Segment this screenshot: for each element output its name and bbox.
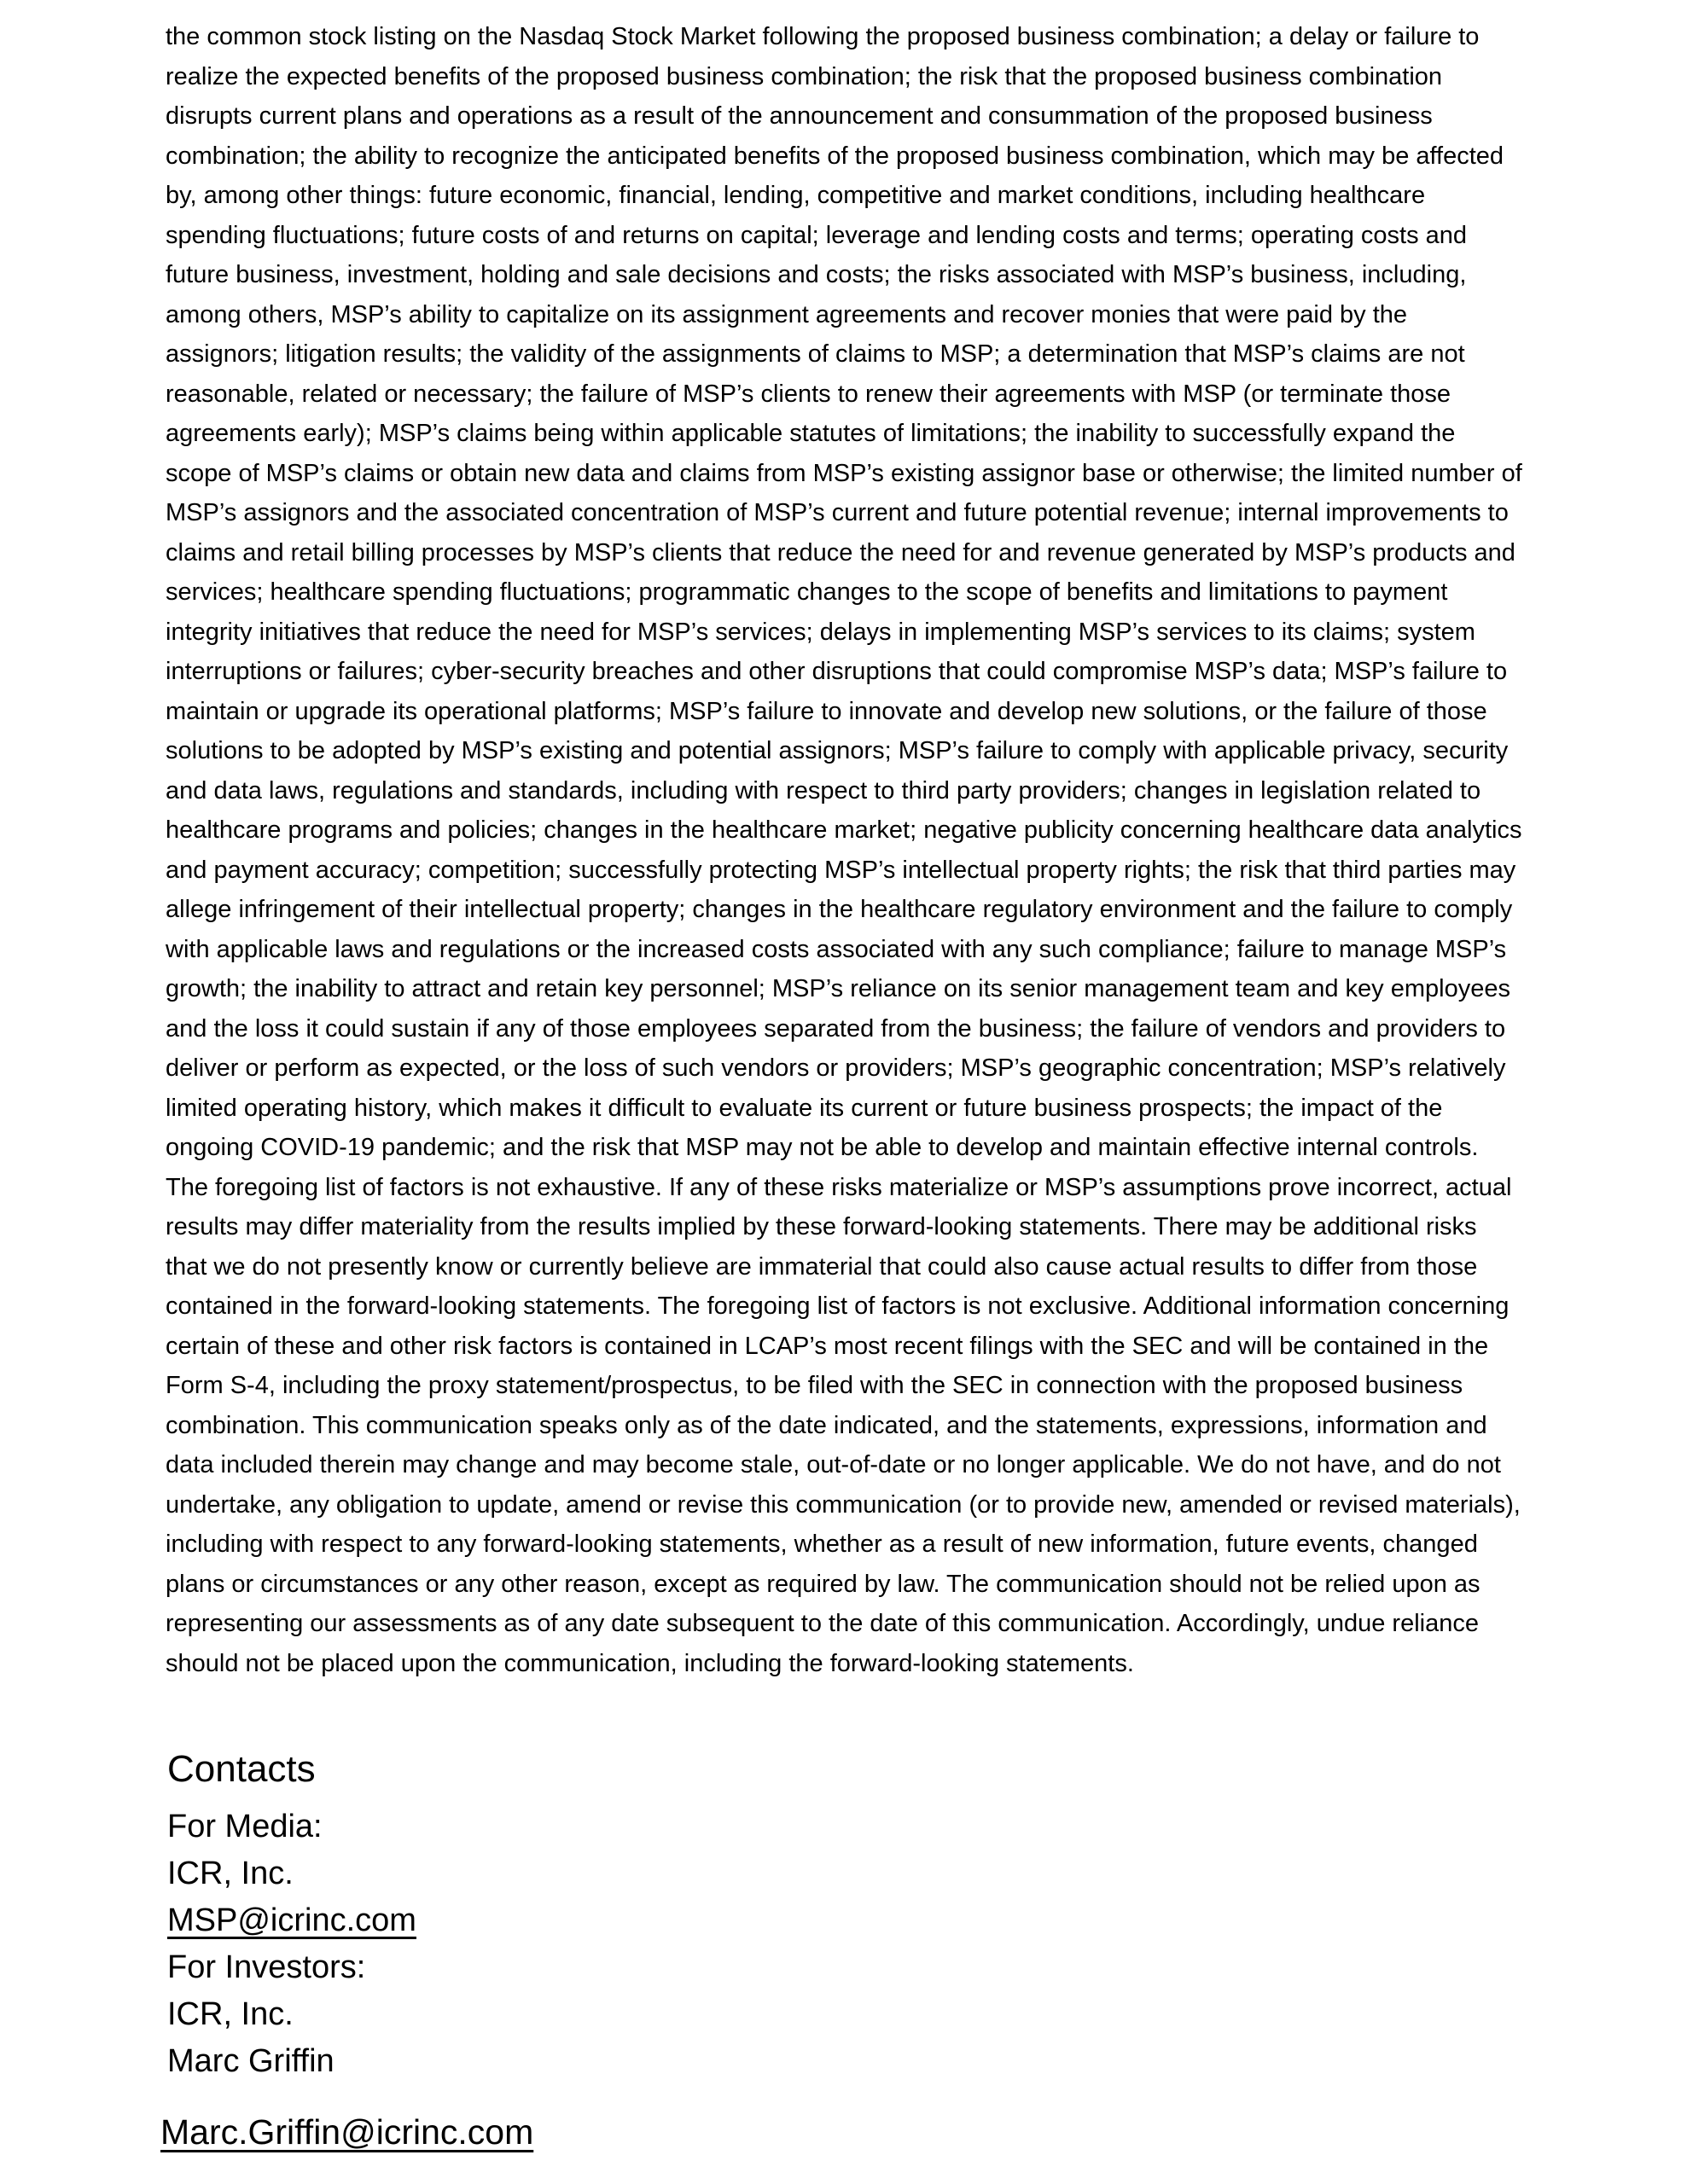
contacts-section	[160, 1747, 935, 2157]
investors-label: For Investors:	[167, 1949, 366, 1985]
contacts-heading: Contacts	[167, 1748, 316, 1790]
media-email-line	[167, 1897, 935, 1944]
media-company: ICR, Inc.	[167, 1856, 294, 1891]
forward-looking-statements-paragraph: the common stock listing on the Nasdaq Stock Market following the proposed business combination; a delay or failure to realize the expected benefits of the proposed business combination; the risk that the proposed business combination disrupts current plans and operations as a result of the announcement and consummation of the proposed business combination; the ability to recognize the anticipated benefits of the proposed business combination, which may be affected by, among other things: future economic, financial, lending, competitive and market conditions, including healthcare spending fluctuations; future costs of and returns on capital; leverage and lending costs and terms; operating costs and future business, investment, holding and sale decisions and costs; the risks associated with MSP’s business, including, among others, MSP’s ability to capitalize on its assignment agreements and recover monies that were paid by the assignors; litigation results; the validity of the assignments of claims to MSP; a determination that MSP’s claims are not reasonable, related or necessary; the failure of MSP’s clients to renew their agreements with MSP (or terminate those agreements early); MSP’s claims being within applicable statutes of limitations; the inability to successfully expand the scope of MSP’s claims or obtain new data and claims from MSP’s existing assignor base or otherwise; the limited number of MSP’s assignors and the associated concentration of MSP’s current and future potential revenue; internal improvements to claims and retail billing processes by MSP’s clients that reduce the need for and revenue generated by MSP’s products and services; healthcare spending fluctuations; programmatic changes to the scope of benefits and limitations to payment integrity initiatives that reduce the need for MSP’s services; delays in implementing MSP’s services to its claims; system interruptions or failures; cyber-security breaches and other disruptions that could compromise MSP’s data; MSP’s failure to maintain or upgrade its operational platforms; MSP’s failure to innovate and develop new solutions, or the failure of those solutions to be adopted by MSP’s existing and potential assignors; MSP’s failure to comply with applicable privacy, security and data laws, regulations and standards, including with respect to third party providers; changes in legislation related to healthcare programs and policies; changes in the healthcare market; negative publicity concerning healthcare data analytics and payment accuracy; competition; successfully protecting MSP’s intellectual property rights; the risk that third parties may allege infringement of their intellectual property; changes in the healthcare regulatory environment and the failure to comply with applicable laws and regulations or the increased costs associated with any such compliance; failure to manage MSP’s growth; the inability to attract and retain key personnel; MSP’s reliance on its senior management team and key employees and the loss it could sustain if any of those employees separated from the business; the failure of vendors and providers to deliver or perform as expected, or the loss of such vendors or providers; MSP’s geographic concentration; MSP’s relatively limited operating history, which makes it difficult to evaluate its current or future business prospects; the impact of the ongoing COVID-19 pandemic; and the risk that MSP may not be able to develop and maintain effective internal controls. The foregoing list of factors is not exhaustive. If any of these risks materialize or MSP’s assumptions prove incorrect, actual results may differ materiality from the results implied by these forward-looking statements. There may be additional risks that we do not presently know or currently believe are immaterial that could also cause actual results to differ from those contained in the forward-looking statements. The foregoing list of factors is not exclusive. Additional information concerning certain of these and other risk factors is contained in LCAP’s most recent filings with the SEC and will be contained in the Form S-4, including the proxy statement/prospectus, to be filed with the SEC in connection with the proposed business combination. This communication speaks only as of the date indicated, and the statements, expressions, information and data included therein may change and may become stale, out-of-date or no longer applicable. We do not have, and do not undertake, any obligation to update, amend or revise this communication (or to provide new, amended or revised materials), including with respect to any forward-looking statements, whether as a result of new information, future events, changed plans or circumstances or any other reason, except as required by law. The communication should not be relied upon as representing our assessments as of any date subsequent to the date of this communication. Accordingly, undue reliance should not be placed upon the communication, including the forward-looking statements.	[166, 23, 1522, 1677]
investors-email-link[interactable]: Marc.Griffin@icrinc.com	[160, 2112, 534, 2152]
investors-email-line	[160, 2107, 935, 2157]
media-email-link[interactable]: MSP@icrinc.com	[167, 1902, 416, 1938]
investors-company: ICR, Inc.	[167, 1996, 294, 2032]
investors-contact-name: Marc Griffin	[167, 2043, 334, 2079]
media-label: For Media:	[167, 1809, 323, 1844]
